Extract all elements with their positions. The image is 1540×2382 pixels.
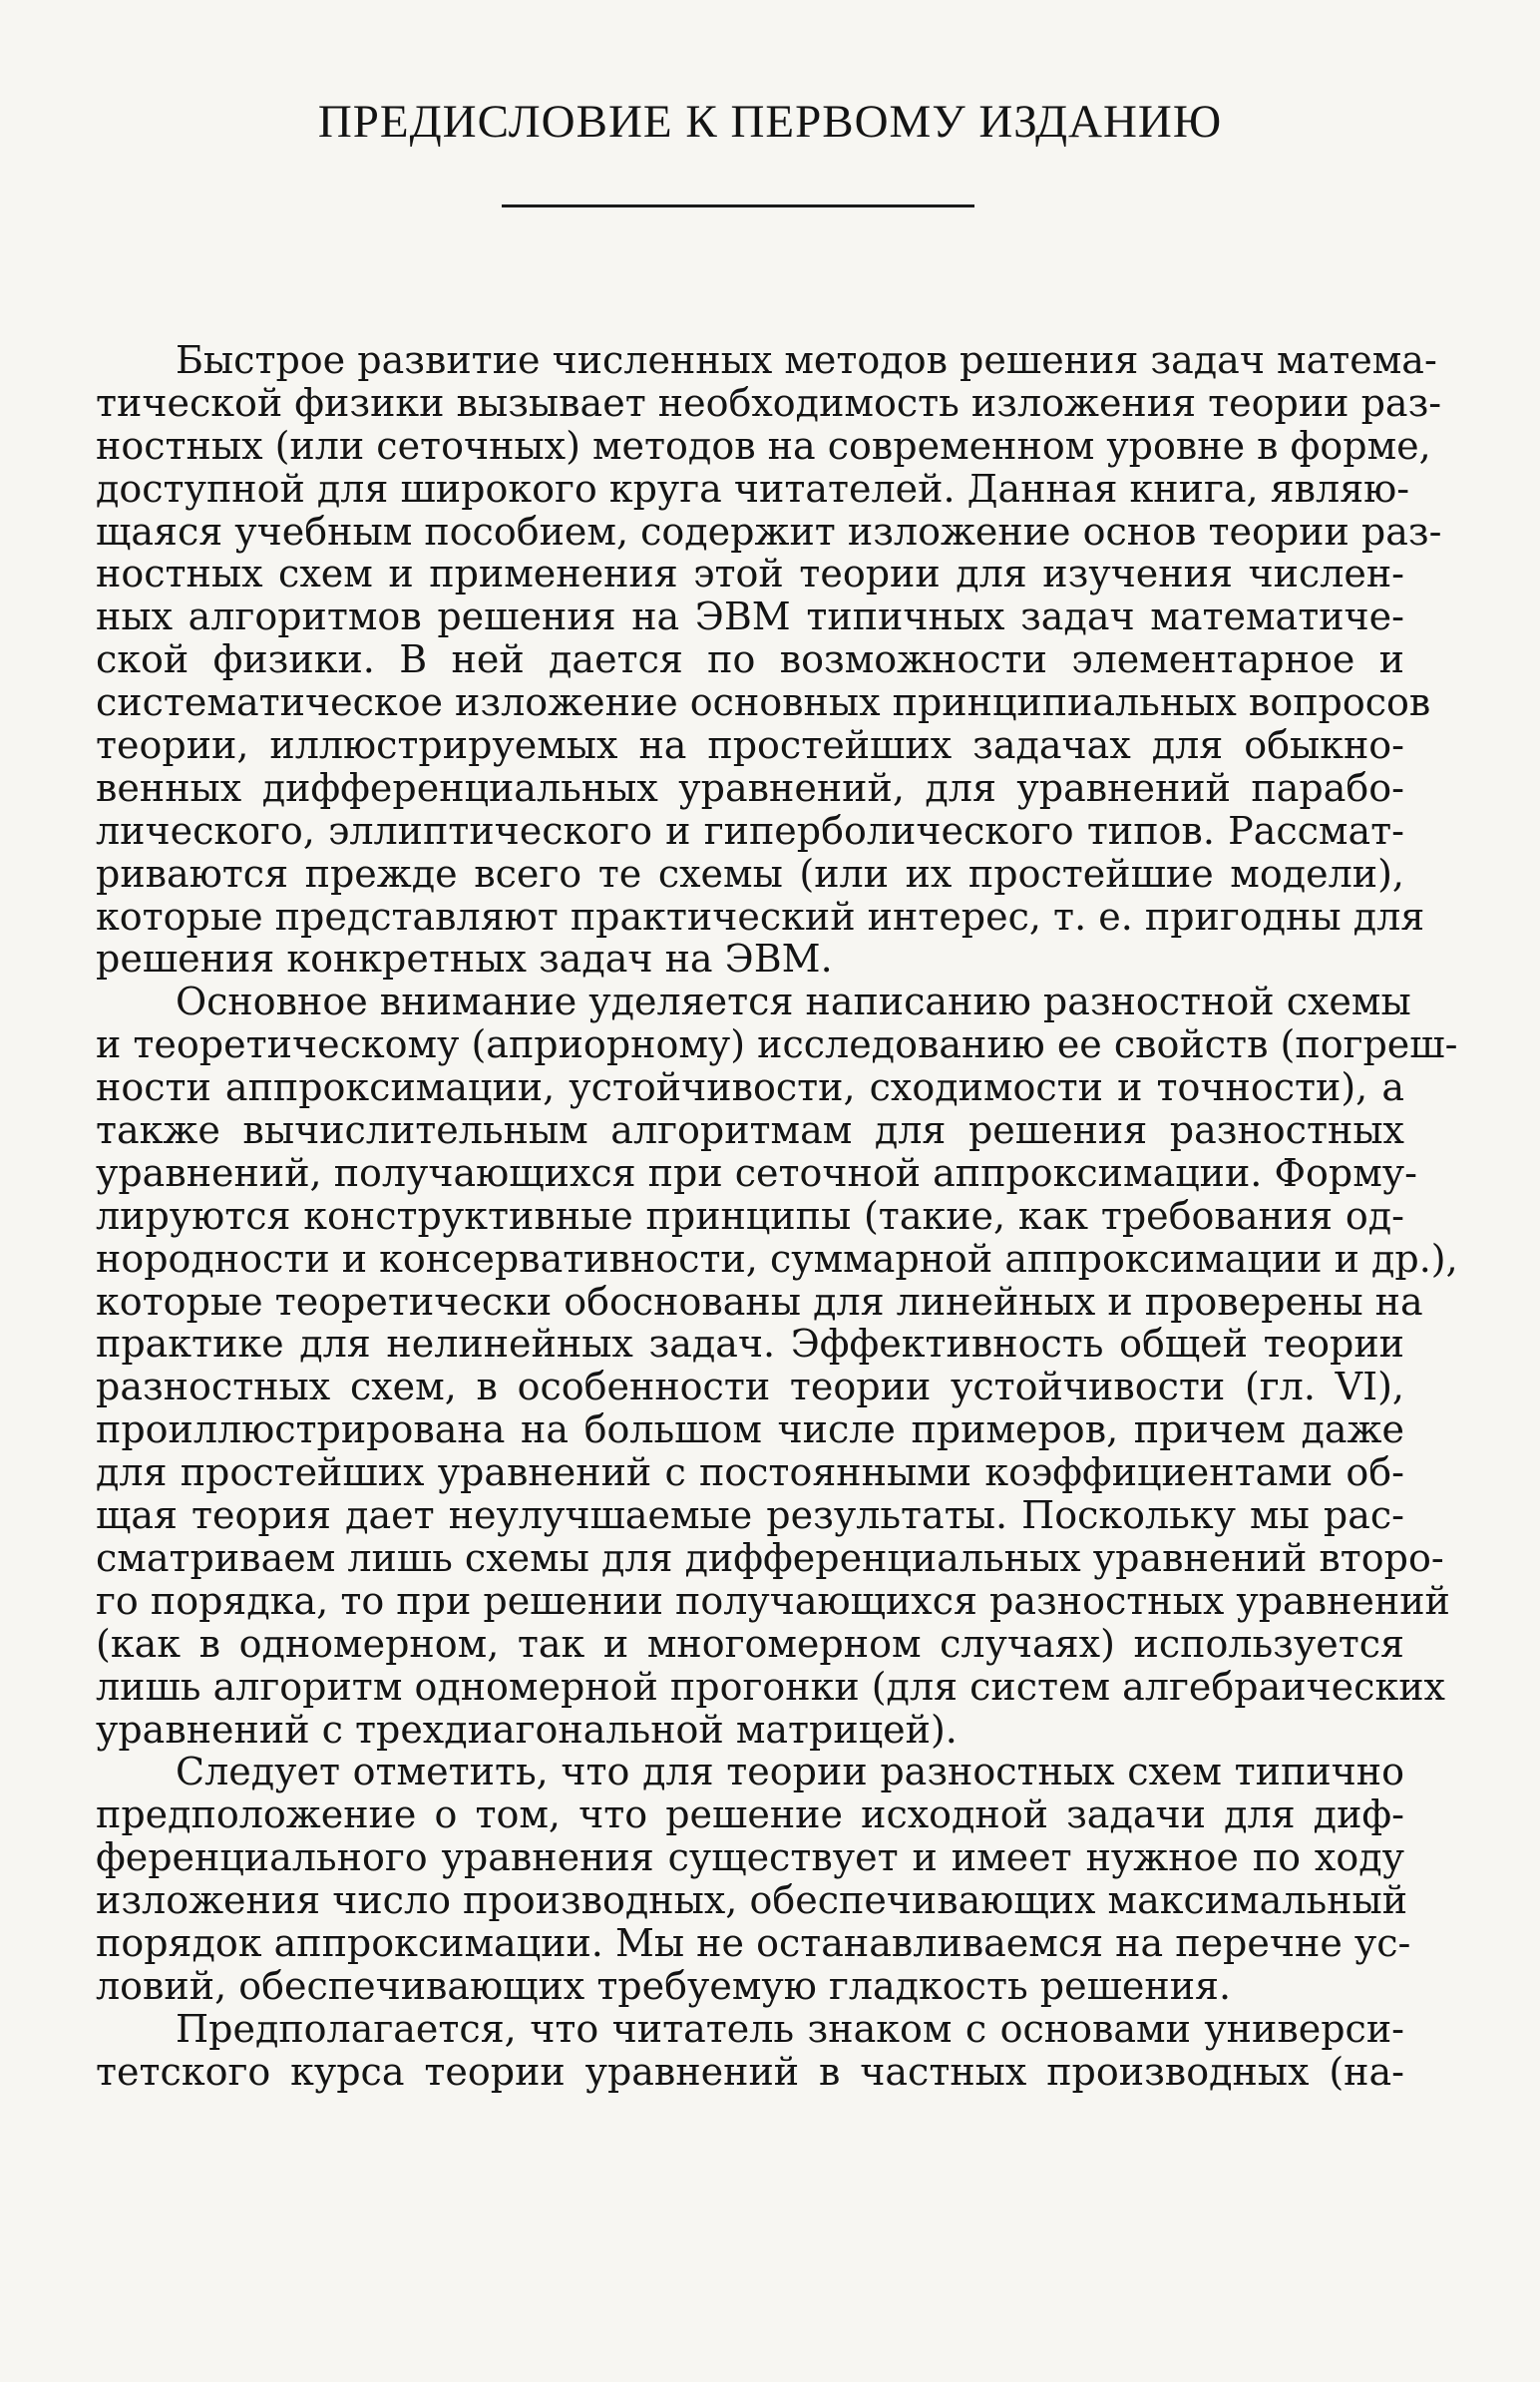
text-line: го порядка, то при решении получающихся разностных уравнений xyxy=(96,1578,1450,1623)
text-line: ностных (или сеточных) методов на современном уровне в форме, xyxy=(96,423,1431,468)
paragraph xyxy=(96,980,1458,1752)
body-text xyxy=(96,338,1458,2094)
heading-rule xyxy=(502,204,974,207)
text-line: ференциального уравнения существует и имеет нужное по ходу xyxy=(96,1835,1404,1880)
text-line: нородности и консервативности, суммарной аппроксимации и др.), xyxy=(96,1236,1458,1281)
paragraph xyxy=(96,338,1442,982)
text-line: которые теоретически обоснованы для линейных и проверены на xyxy=(96,1279,1423,1324)
paragraph xyxy=(96,1750,1411,2008)
text-line: ской физики. В ней дается по возможности элементарное и xyxy=(96,637,1404,682)
text-line: Основное внимание уделяется написанию разностной схемы xyxy=(176,980,1411,1024)
text-line: ности аппроксимации, устойчивости, сходимости и точности), а xyxy=(96,1065,1404,1110)
text-line: сматриваем лишь схемы для дифференциальных уравнений второ- xyxy=(96,1535,1444,1580)
text-line: щаяся учебным пособием, содержит изложение основ теории раз- xyxy=(96,509,1442,554)
text-line: лишь алгоритм одномерной прогонки (для систем алгебраических xyxy=(96,1664,1445,1709)
page-heading: ПРЕДИСЛОВИЕ К ПЕРВОМУ ИЗДАНИЮ xyxy=(317,96,1223,148)
text-line: изложения число производных, обеспечивающих максимальный xyxy=(96,1878,1408,1923)
text-line: разностных схем, в особенности теории устойчивости (гл. VI), xyxy=(96,1365,1404,1409)
text-line: венных дифференциальных уравнений, для уравнений парабо- xyxy=(96,765,1404,810)
text-line: ностных схем и применения этой теории для изучения числен- xyxy=(96,552,1404,596)
text-line: решения конкретных задач на ЭВМ. xyxy=(96,937,833,982)
text-line: лического, эллиптического и гиперболического типов. Рассмат- xyxy=(96,808,1404,853)
text-line: ловий, обеспечивающих требуемую гладкость решения. xyxy=(96,1963,1232,2008)
text-line: также вычислительным алгоритмам для решения разностных xyxy=(96,1108,1404,1153)
text-line: систематическое изложение основных принципиальных вопросов xyxy=(96,680,1431,725)
paragraph xyxy=(96,2008,1404,2094)
text-line: проиллюстрирована на большом числе примеров, причем даже xyxy=(96,1407,1404,1452)
text-line: доступной для широкого круга читателей. Данная книга, являю- xyxy=(96,466,1410,511)
text-line: риваются прежде всего те схемы (или их простейшие модели), xyxy=(96,851,1404,896)
text-line: Следует отметить, что для теории разностных схем типично xyxy=(176,1750,1404,1794)
text-line: тической физики вызывает необходимость изложения теории раз- xyxy=(96,380,1442,425)
text-line: тетского курса теории уравнений в частных производных (на- xyxy=(96,2049,1404,2094)
text-line: которые представляют практический интерес, т. е. пригодны для xyxy=(96,894,1425,939)
text-line: щая теория дает неулучшаемые результаты. Поскольку мы рас- xyxy=(96,1493,1404,1538)
text-line: и теоретическому (априорному) исследованию ее свойств (погреш- xyxy=(96,1022,1458,1067)
text-line: теории, иллюстрируемых на простейших задачах для обыкно- xyxy=(96,723,1404,768)
text-line: Быстрое развитие численных методов решения задач матема- xyxy=(176,338,1437,382)
text-line: Предполагается, что читатель знаком с основами универси- xyxy=(176,2006,1404,2051)
text-line: ных алгоритмов решения на ЭВМ типичных задач математиче- xyxy=(96,595,1404,639)
text-line: уравнений, получающихся при сеточной аппроксимации. Форму- xyxy=(96,1150,1417,1195)
text-line: (как в одномерном, так и многомерном случаях) используется xyxy=(96,1621,1404,1666)
text-line: для простейших уравнений с постоянными коэффициентами об- xyxy=(96,1450,1404,1495)
text-line: порядок аппроксимации. Мы не останавливаемся на перечне ус- xyxy=(96,1920,1411,1965)
text-line: предположение о том, что решение исходной задачи для диф- xyxy=(96,1792,1404,1837)
text-line: практике для нелинейных задач. Эффективность общей теории xyxy=(96,1322,1404,1367)
text-line: уравнений с трехдиагональной матрицей). xyxy=(96,1707,958,1752)
text-line: лируются конструктивные принципы (такие, как требования од- xyxy=(96,1193,1404,1238)
